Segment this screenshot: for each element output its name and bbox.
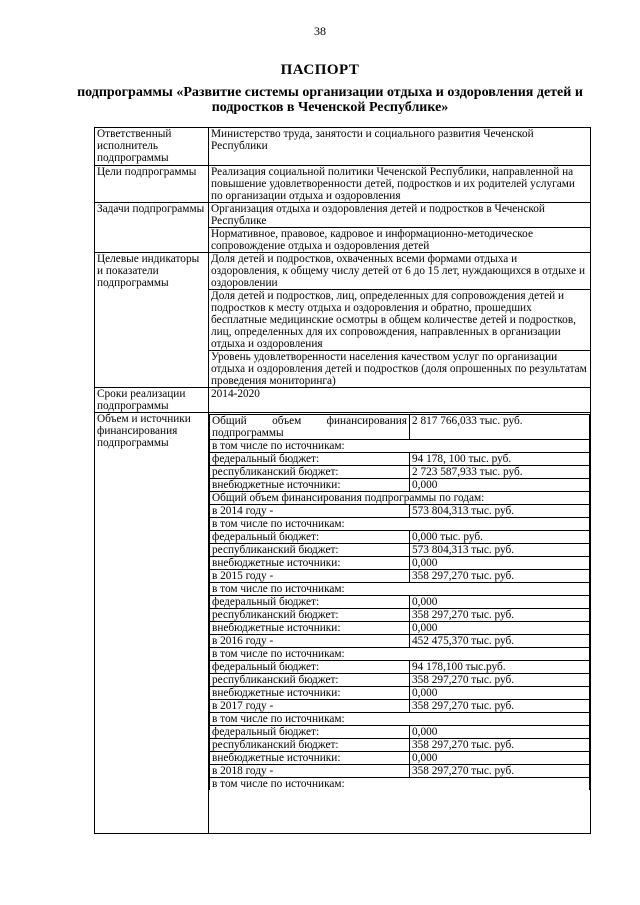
row-tasks-1 (95, 203, 591, 228)
document-subtitle: подпрограммы «Развитие системы организации отдыха и оздоровления детей и подростков в Чеченской Республике» (77, 85, 583, 115)
year-federal: 0,000 (410, 596, 590, 609)
year-sources: в том числе по источникам: (210, 648, 590, 661)
year-extra-label: внебюджетные источники: (210, 752, 410, 765)
year-extra: 0,000 (410, 687, 590, 700)
row-goals (95, 166, 591, 203)
goals-value: Реализация социальной политики Чеченской Республики, направленной на повышение удовлетворенности детей, подростков и их родителей услугами по организации отдыха и оздоровления (209, 166, 591, 203)
year-label: в 2014 году - (210, 505, 410, 518)
document-title: ПАСПОРТ (280, 62, 360, 78)
year-label: в 2018 году - (210, 765, 410, 778)
row-funding (95, 413, 591, 834)
row-timeline (95, 388, 591, 413)
funding-by-sources: в том числе по источникам: (210, 440, 590, 453)
year-federal-label: федеральный бюджет: (210, 726, 410, 739)
indicator-item: Доля детей и подростков, лиц, определенных для сопровождения детей и подростков к месту отдыха и оздоровления и обратно, прошедших бесплатные медицинские осмотры в общем количестве детей и подростков, лиц, определенных для их сопровождения, направленных в организации отдыха и оздоровления (209, 290, 591, 351)
year-republic-label: республиканский бюджет: (210, 674, 410, 687)
republic-label: республиканский бюджет: (210, 466, 410, 479)
executor-label: Ответственный исполнитель подпрограммы (95, 128, 209, 166)
year-republic: 358 297,270 тыс. руб. (410, 739, 590, 752)
row-executor (95, 128, 591, 166)
year-label: в 2016 году - (210, 635, 410, 648)
year-federal-label: федеральный бюджет: (210, 661, 410, 674)
year-value: 358 297,270 тыс. руб. (410, 765, 590, 778)
year-republic: 573 804,313 тыс. руб. (410, 544, 590, 557)
federal-label: федеральный бюджет: (210, 453, 410, 466)
extra-total: 0,000 (410, 479, 590, 492)
year-value: 573 804,313 тыс. руб. (410, 505, 590, 518)
year-sources: в том числе по источникам: (210, 778, 590, 791)
year-federal-label: федеральный бюджет: (210, 596, 410, 609)
extra-label: внебюджетные источники: (210, 479, 410, 492)
year-extra-label: внебюджетные источники: (210, 622, 410, 635)
year-republic-label: республиканский бюджет: (210, 544, 410, 557)
executor-value: Министерство труда, занятости и социального развития Чеченской Республики (209, 128, 591, 166)
year-value: 358 297,270 тыс. руб. (410, 700, 590, 713)
republic-total: 2 723 587,933 тыс. руб. (410, 466, 590, 479)
page-number: 38 (314, 24, 326, 38)
year-republic: 358 297,270 тыс. руб. (410, 674, 590, 687)
year-republic: 358 297,270 тыс. руб. (410, 609, 590, 622)
year-sources: в том числе по источникам: (210, 518, 590, 531)
funding-total-value: 2 817 766,033 тыс. руб. (410, 415, 590, 440)
year-extra-label: внебюджетные источники: (210, 687, 410, 700)
year-extra: 0,000 (410, 557, 590, 570)
passport-table (94, 127, 591, 834)
year-value: 358 297,270 тыс. руб. (410, 570, 590, 583)
year-sources: в том числе по источникам: (210, 583, 590, 596)
year-federal: 0,000 тыс. руб. (410, 531, 590, 544)
year-sources: в том числе по источникам: (210, 713, 590, 726)
indicator-item: Доля детей и подростков, охваченных всеми формами отдыха и оздоровления, к общему числу детей от 6 до 15 лет, нуждающихся в отдыхе и оздоровлении (209, 253, 591, 290)
year-extra-label: внебюджетные источники: (210, 557, 410, 570)
year-extra: 0,000 (410, 622, 590, 635)
year-value: 452 475,370 тыс. руб. (410, 635, 590, 648)
funding-total-label: Общий объем финансирования подпрограммы (210, 415, 410, 440)
funding-details (209, 413, 591, 834)
year-federal-label: федеральный бюджет: (210, 531, 410, 544)
funding-label: Объем и источники финансирования подпрограммы (95, 413, 209, 834)
tasks-label: Задачи подпрограммы (95, 203, 209, 253)
year-federal: 0,000 (410, 726, 590, 739)
task-item: Нормативное, правовое, кадровое и информационно-методическое сопровождение отдыха и оздоровления детей (209, 228, 591, 253)
federal-total: 94 178, 100 тыс. руб. (410, 453, 590, 466)
indicators-label: Целевые индикаторы и показатели подпрограммы (95, 253, 209, 388)
funding-by-years: Общий объем финансирования подпрограммы по годам: (210, 492, 590, 505)
row-indicators-1 (95, 253, 591, 290)
year-republic-label: республиканский бюджет: (210, 609, 410, 622)
indicator-item: Уровень удовлетворенности населения качеством услуг по организации отдыха и оздоровления детей и подростков (доля опрошенных по результатам проведения мониторинга) (209, 351, 591, 388)
goals-label: Цели подпрограммы (95, 166, 209, 203)
year-extra: 0,000 (410, 752, 590, 765)
year-federal: 94 178,100 тыс.руб. (410, 661, 590, 674)
year-label: в 2017 году - (210, 700, 410, 713)
year-label: в 2015 году - (210, 570, 410, 583)
task-item: Организация отдыха и оздоровления детей и подростков в Чеченской Республике (209, 203, 591, 228)
year-republic-label: республиканский бюджет: (210, 739, 410, 752)
timeline-label: Сроки реализации подпрограммы (95, 388, 209, 413)
timeline-value: 2014-2020 (209, 388, 591, 413)
funding-table (209, 414, 590, 790)
